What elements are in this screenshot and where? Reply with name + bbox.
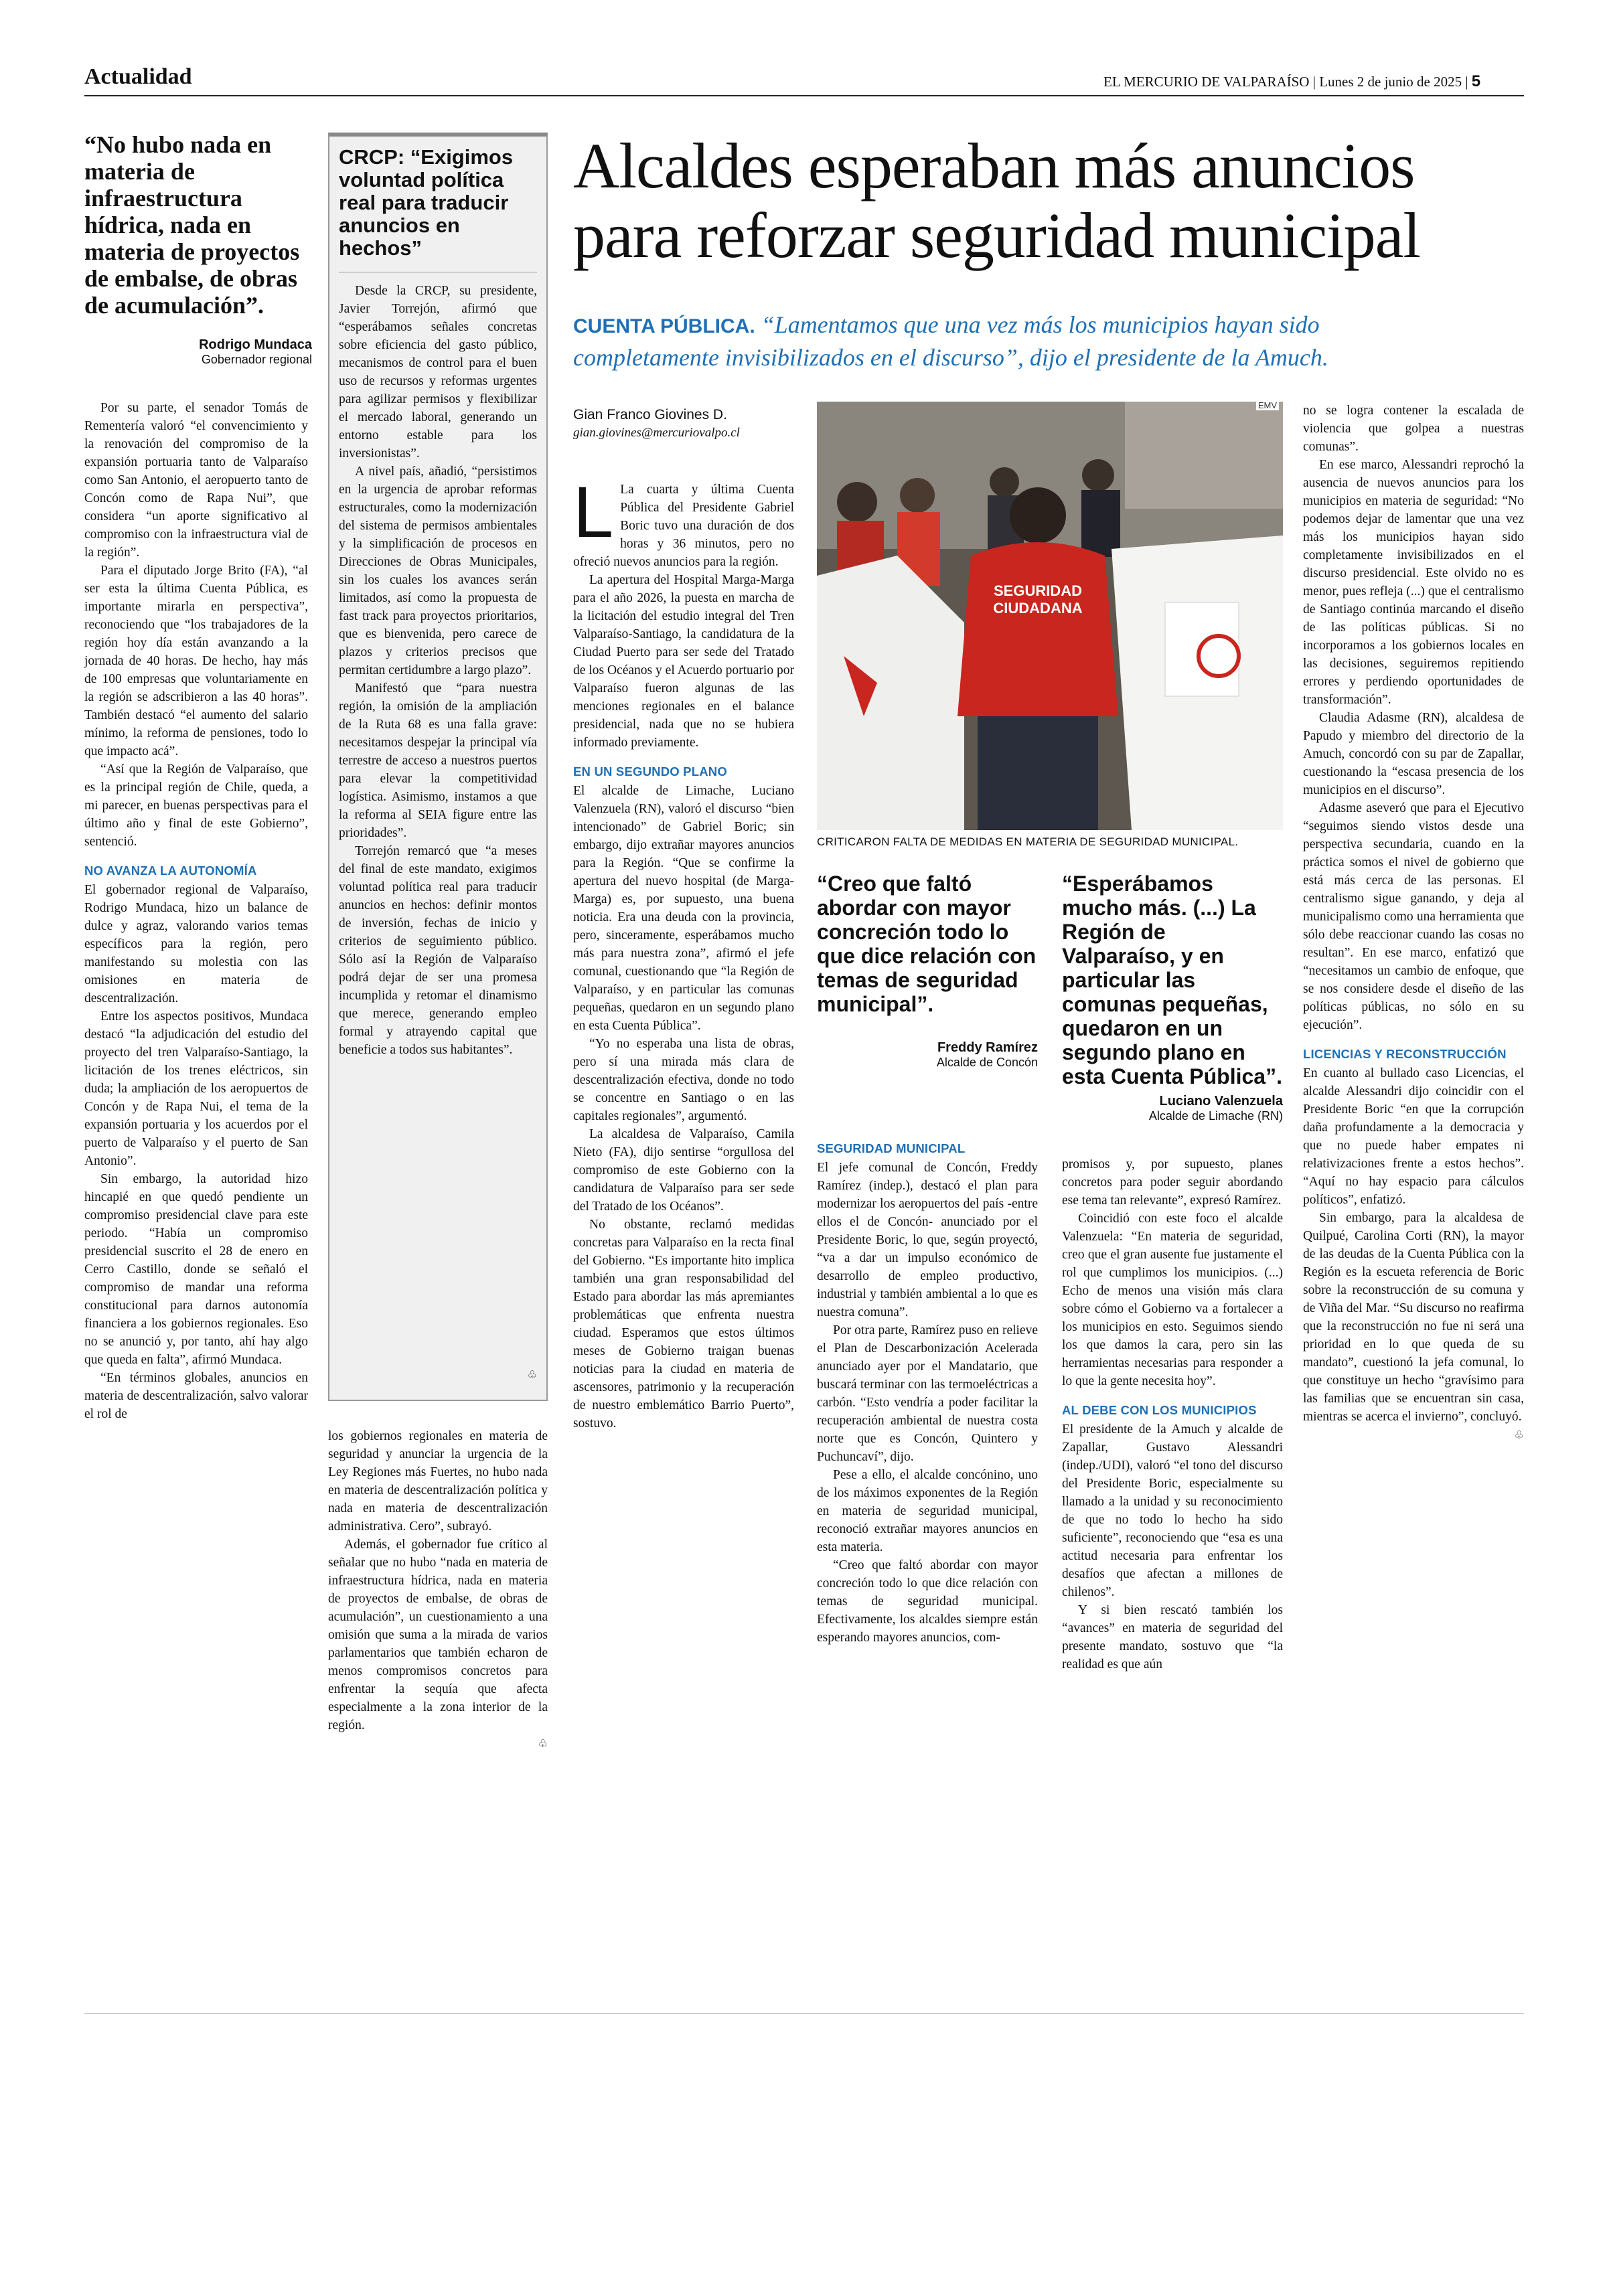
jacket-text: CIUDADANA xyxy=(993,600,1083,617)
article-photo xyxy=(817,402,1283,830)
paragraph: Por su parte, el senador Tomás de Rementería valoró “el convencimiento y la renovación del compromiso de la expansión portuaria tanto de Valparaíso como San Antonio, el aeropuerto tanto de Concón como de Rapa Nui”, que considera “un aporte significativo al compromiso con la infraestructura vial de la región”. xyxy=(84,401,308,560)
paragraph: Y si bien rescató también los “avances” en materia de seguridad del presente mandato, sostuvo que “la realidad es que aún xyxy=(1062,1603,1283,1671)
lead-text: La cuarta y última Cuenta Pública del Presidente Gabriel Boric tuvo una duración de dos horas y 36 minutos, pero no ofreció nuevos anuncios para la región. xyxy=(573,483,794,569)
sidebar-paragraph: Manifestó que “para nuestra región, la omisión de la ampliación de la Ruta 68 es una falla grave: necesitamos despejar la principal vía terrestre de acceso a nuestros puertos para elevar la competitividad logística. Asimismo, instamos a que la reforma al SEIA figure entre las prioridades”. xyxy=(339,681,537,840)
sidebar-paragraph: Desde la CRCP, su presidente, Javier Torrejón, afirmó que “esperábamos señales concretas sobre eficiencia del gasto público, mecanismos de control para el buen uso de recursos y reformas urgentes para agilizar permisos y flexibilizar el mercado laboral, generando un entorno estable para los inversionistas”. xyxy=(339,284,537,461)
sidebar-paragraph: A nivel país, añadió, “persistimos en la urgencia de aprobar reformas estructurales, como la modernización del sistema de permisos ambientales y la simplificación de procesos en Direcciones de Obras Municipales, sin los cuales los avances serán limitados, así como la propuesta de fast track para proyectos prioritarios, que es bienvenida, pero carece de plazos y criterios precisos que permitan certidumbre a largo plazo”. xyxy=(339,465,537,677)
pull-quote-text: “Creo que faltó abordar con mayor concreción todo lo que dice relación con temas de seguridad municipal”. xyxy=(817,872,1037,1016)
headline-line-2: para reforzar seguridad municipal xyxy=(573,199,1421,271)
photo-caption: CRITICARON FALTA DE MEDIDAS EN MATERIA DE SEGURIDAD MUNICIPAL. xyxy=(817,835,1239,848)
paragraph: El alcalde de Limache, Luciano Valenzuela (RN), valoró el discurso “bien intencionado” de Gabriel Boric; sin embargo, dijo extrañar mayores anuncios para la Región. “Que se confirme la apertura del nuevo hospital (de Marga-Marga) es, por supuesto, una buena noticia. Era una deuda con la provincia, pero, sinceramente, esperábamos mucho más para nuestra zona”, afirmó el jefe comunal, cuestionando que “la Región de Valparaíso, y en particular las comunas pequeñas, quedaron en un segundo plano en esta Cuenta Pública”. xyxy=(573,784,794,1033)
paragraph: Pese a ello, el alcalde concónino, uno de los máximos exponentes de la Región en materia de seguridad municipal, reconoció extrañar mayores anuncios en esta materia. xyxy=(817,1468,1038,1554)
section-label: Actualidad xyxy=(84,64,192,89)
photo-illustration xyxy=(817,402,1283,830)
paragraph: No obstante, reclamó medidas concretas para Valparaíso en la recta final del Gobierno. “Es importante hito implica también una gran responsabilidad del Estado para abordar las más apremiantes problemáticas que enfrenta nuestra ciudad. Esperamos que estos últimos meses de Gobierno traigan buenas noticias para la ciudad en materia de ascensores, patrimonio y la recuperación de nuestro emblemático Barrio Puerto”, sostuvo. xyxy=(573,1218,794,1430)
paragraph: Coincidió con este foco el alcalde Valenzuela: “En materia de seguridad, creo que el gran ausente fue justamente el rol que cumplimos los municipios. (...) Echo de menos una visión más clara sobre cómo el Gobierno va a fortalecer a los municipios en esto. Seguimos siendo los que damos la cara, pero sin las herramientas necesarias para responder a lo que la gente necesita hoy”. xyxy=(1062,1212,1283,1388)
issue-date: Lunes 2 de junio de 2025 xyxy=(1319,74,1462,90)
end-mark-icon: ♧ xyxy=(538,1737,548,1750)
pull-quote-valenzuela xyxy=(1062,872,1283,1123)
byline-author: Gian Franco Giovines D. xyxy=(573,407,727,422)
pull-quote-text: “No hubo nada en materia de infraestructura hídrica, nada en materia de proyectos de embalse, de obras de acumulación”. xyxy=(84,131,300,319)
paragraph: “En términos globales, anuncios en materia de descentralización, salvo valorar el rol de xyxy=(84,1371,308,1421)
article-column-6 xyxy=(1303,402,1524,1444)
subheading: LICENCIAS Y RECONSTRUCCIÓN xyxy=(1303,1047,1507,1061)
headline xyxy=(573,131,1524,270)
paragraph: El presidente de la Amuch y alcalde de Zapallar, Gustavo Alessandri (indep./UDI), valoró “el tono del discurso del Presidente Boric, especialmente su llamado a la unidad y su reconocimiento de que no todo lo hecho ha sido suficiente”, reconociendo que “esa es una actitud necesaria para enfrentar los desafíos que afectan a millones de chilenos”. xyxy=(1062,1422,1283,1599)
deck xyxy=(573,309,1524,373)
sidebar-crcp xyxy=(328,133,548,1401)
article-column-5 xyxy=(1062,1155,1283,1673)
pull-quote-ramirez xyxy=(817,872,1038,1070)
paragraph: “Yo no esperaba una lista de obras, pero sí una mirada más clara de descentralización efectiva, donde no todo se concentre en Santiago o en las capitales regionales”, argumentó. xyxy=(573,1037,794,1123)
paragraph: La alcaldesa de Valparaíso, Camila Nieto (FA), dijo sentirse “orgullosa del compromiso de este Gobierno con la candidatura de Valparaíso para ser sede del Tratado de los Océanos”. xyxy=(573,1127,794,1214)
quote-author: Freddy Ramírez xyxy=(937,1040,1038,1055)
subheading: SEGURIDAD MUNICIPAL xyxy=(817,1141,966,1155)
subheading: NO AVANZA LA AUTONOMÍA xyxy=(84,864,257,878)
paragraph: Entre los aspectos positivos, Mundaca destacó “la adjudicación del estudio del proyecto del tren Valparaíso-Santiago, la licitación de los trenes eléctricos, sin duda; la ampliación de los aeropuertos de Concón y de Rapa Nui, el tema de la expansión portuaria y los acuerdos por el puerto de Valparaíso y el puerto de San Antonio”. xyxy=(84,1009,308,1168)
paragraph: Por otra parte, Ramírez puso en relieve el Plan de Descarbonización Acelerada anunciado ayer por el Mandatario, que buscará terminar con las termoeléctricas a carbón. “Esto vendría a poder facilitar la recuperación ambiental de nuestra costa norte que es Concón, Quintero y Puchuncaví”, dijo. xyxy=(817,1323,1038,1464)
pull-quote-text: “Esperábamos mucho más. (...) La Región de Valparaíso, y en particular las comunas pequeñas, quedaron en un segundo plano en esta Cuenta Pública”. xyxy=(1062,872,1282,1088)
deck-line-1: “Lamentamos que una vez más los municipios hayan sido xyxy=(761,311,1320,338)
pull-quote-attribution xyxy=(1062,1094,1283,1123)
paragraph: El gobernador regional de Valparaíso, Rodrigo Mundaca, hizo un balance de dulce y agraz, valorando varios temas específicos para la región, pero manifestando su molestia con las omisiones en materia de descentralización. xyxy=(84,883,308,1005)
end-mark-icon: ♧ xyxy=(1514,1428,1524,1441)
paragraph: “Así que la Región de Valparaíso, que es la principal región de Chile, queda, a mi parecer, en buenas perspectivas para el último año y final de este Gobierno”, sentenció. xyxy=(84,762,308,849)
quote-role: Alcalde de Concón xyxy=(936,1056,1038,1069)
lead-paragraph xyxy=(573,471,794,571)
jacket-text: SEGURIDAD xyxy=(993,582,1083,599)
paragraph: En cuanto al bullado caso Licencias, el alcalde Alessandri dijo coincidir con el Presidente Boric “en que la corrupción daña profundamente a la democracia y que no puede haber empates ni relativizaciones frente a estos hechos”. “Aquí no hay espacio para cálculos políticos”, enfatizó. xyxy=(1303,1066,1524,1207)
article-column-4 xyxy=(817,1137,1038,1647)
sidebar-paragraph: Torrejón remarcó que “a meses del final de este mandato, exigimos voluntad política real para traducir anuncios en hechos: definir montos de inversión, fechas de inicio y criterios de seguimiento público. Sólo así la Región de Valparaíso podrá dejar de ser una promesa incumplida y retomar el dinamismo que merece, generando empleo formal y atrayendo capital que beneficie a todos sus habitantes”. xyxy=(339,844,537,1057)
paragraph: Claudia Adasme (RN), alcaldesa de Papudo y miembro del directorio de la Amuch, concordó con su par de Zapallar, cuestionando la “escasa presencia de los municipios en el discurso”. xyxy=(1303,711,1524,797)
quote-role: Alcalde de Limache (RN) xyxy=(1148,1109,1283,1123)
paragraph: El jefe comunal de Concón, Freddy Ramírez (indep.), destacó el plan para modernizar los aeropuertos del país -entre ellos el de Concón- anunciado por el Presidente Boric, lo que, según proyectó, “va a dar un impulso económico de desarrollo de empleo productivo, industrial y también ambiental a lo que es nuestra comuna”. xyxy=(817,1161,1038,1319)
quote-author: Luciano Valenzuela xyxy=(1159,1094,1283,1109)
paragraph: La apertura del Hospital Marga-Marga para el año 2026, la puesta en marcha de la licitación del estudio integral del Tren Valparaíso-Santiago, la candidatura de la Ciudad Puerto para ser sede del Tratado de los Océanos y el Acuerdo portuario por Valparaíso fueron algunas de las menciones regionales en el balance presidencial, nada que no se hubiera informado previamente. xyxy=(573,573,794,750)
paragraph: los gobiernos regionales en materia de seguridad y anunciar la urgencia de la Ley Regiones más Fuertes, no hubo nada en materia de descentralización política y nada en materia de descentralización administrativa. Cero”, subrayó. xyxy=(328,1429,548,1534)
end-mark-icon: ♧ xyxy=(527,1368,537,1381)
quote-role: Gobernador regional xyxy=(201,353,312,366)
pull-quote-mundaca xyxy=(84,131,312,367)
subheading: EN UN SEGUNDO PLANO xyxy=(573,764,727,778)
quote-author: Rodrigo Mundaca xyxy=(199,337,312,352)
headline-line-1: Alcaldes esperaban más anuncios xyxy=(573,130,1415,201)
byline xyxy=(573,407,794,440)
paragraph: En ese marco, Alessandri reprochó la ausencia de nuevos anuncios para los municipios en materia de seguridad: “No podemos dejar de lamentar que una vez más los municipios hayan sido completamente invisibilizados en el discurso presidencial. Este olvido no es menor, pues refleja (...) que el centralismo de Santiago continúa marcando el diseño de las políticas públicas. Si no incorporamos a los gobiernos locales en las decisiones, seguiremos repitiendo errores y perdiendo oportunidades de transformación”. xyxy=(1303,458,1524,707)
publication-name: EL MERCURIO DE VALPARAÍSO xyxy=(1103,74,1310,90)
photo-credit: EMV xyxy=(1256,402,1279,410)
paragraph: Adasme aseveró que para el Ejecutivo “seguimos siendo vistos desde una perspectiva secundaria, cuando en la práctica somos el nivel de gobierno que está más cerca de las personas. El centralismo sigue ganando, y deja al municipalismo como una herramienta que sólo debe reaccionar cuando las cosas no resultan”. En ese marco, enfatizó que “necesitamos un cambio de enfoque, que se nos considere desde el diseño de las políticas públicas, no sólo en su ejecución”. xyxy=(1303,801,1524,1032)
page-number: 5 xyxy=(1471,72,1481,90)
article-column-2 xyxy=(328,1427,548,1752)
paragraph: Sin embargo, para la alcaldesa de Quilpué, Carolina Corti (RN), la mayor de las deudas de la Cuenta Pública con la Región es la escueta referencia de Boric sobre la reconstrucción de su comuna y de Viña del Mar. “Su discurso no reafirma que la reconstrucción no fue ni será una prioridad en lo que queda de su mandato”, cuestionó la jefa comunal, lo que constituye un hecho “gravísimo para las familias que se encuentran sin casa, mientras se acerca el invierno”, concluyó. xyxy=(1303,1211,1524,1424)
paragraph: no se logra contener la escalada de violencia que golpea a nuestras comunas”. xyxy=(1303,404,1524,454)
article-column-3 xyxy=(573,471,794,1432)
paragraph: Para el diputado Jorge Brito (FA), “al ser esta la última Cuenta Pública, es importante mirarla en perspectiva”, reconociendo que “los trabajadores de la región hoy día están avanzando a la jornada de 40 horas. De hecho, hay más de 100 empresas que voluntariamente en la región se adscribieron a las 40 horas”. También destacó “el aumento del salario mínimo, la reforma de pensiones, todo lo que impacto acá”. xyxy=(84,564,308,758)
header-rule xyxy=(84,95,1524,96)
sidebar-title: CRCP: “Exigimos voluntad política real para traducir anuncios en hechos” xyxy=(339,146,537,272)
pull-quote-attribution xyxy=(817,1040,1038,1070)
deck-line-2: completamente invisibilizados en el discurso”, dijo el presidente de la Amuch. xyxy=(573,344,1328,371)
pull-quote-attribution xyxy=(84,337,312,367)
subheading: AL DEBE CON LOS MUNICIPIOS xyxy=(1062,1403,1257,1417)
byline-email: gian.giovines@mercuriovalpo.cl xyxy=(573,426,740,440)
drop-cap: L xyxy=(573,471,614,552)
paragraph: Sin embargo, la autoridad hizo hincapié en que quedó pendiente un compromiso presidencial clave para este periodo. “Había un compromiso presidencial suscrito el 28 de enero en Cerro Castillo, donde se señaló el compromiso de mandar una reforma constitucional para darnos autonomía financiera a los gobiernos regionales. Eso no se anunció y, por tanto, ahí hay algo que queda en falta”, afirmó Mundaca. xyxy=(84,1172,308,1367)
paragraph: “Creo que faltó abordar con mayor concreción todo lo que dice relación con temas de seguridad municipal. Efectivamente, los alcaldes siempre están esperando mayores anuncios, com- xyxy=(817,1558,1038,1645)
masthead-line: EL MERCURIO DE VALPARAÍSO | Lunes 2 de junio de 2025 | 5 xyxy=(1103,72,1481,90)
paragraph: promisos y, por supuesto, planes concretos para poder seguir abordando ese tema tan relevante”, expresó Ramírez. xyxy=(1062,1157,1283,1208)
paragraph: Además, el gobernador fue crítico al señalar que no hubo “nada en materia de infraestructura hídrica, nada en materia de proyectos de embalse, de obras de acumulación”, un cuestionamiento a una omisión que suma a la mirada de varios parlamentarios que también echaron de menos compromisos concretos para enfrentar la sequía que afecta especialmente a la zona interior de la región. xyxy=(328,1538,548,1732)
article-column-1 xyxy=(84,399,308,1423)
deck-label: CUENTA PÚBLICA. xyxy=(573,315,755,337)
